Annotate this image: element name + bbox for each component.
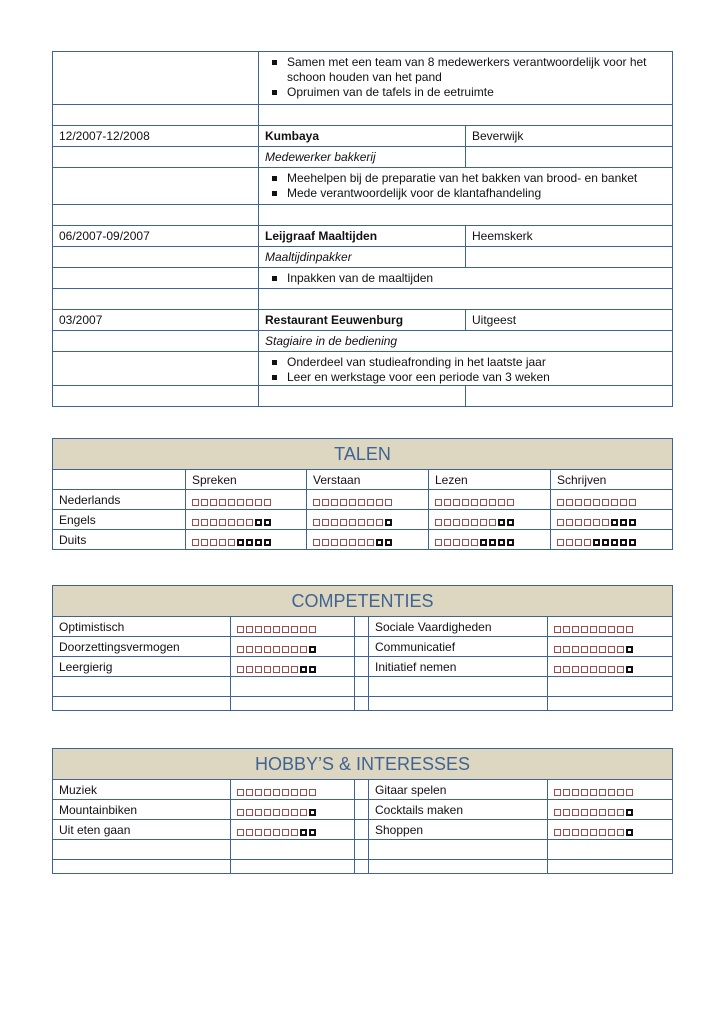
filled-square-icon [471,499,478,506]
competence-name: Initiatief nemen [369,657,548,677]
filled-square-icon [563,809,570,816]
period-cell [53,52,259,105]
filled-square-icon [453,519,460,526]
competence-name: Leergierig [53,657,231,677]
hobby-name: Shoppen [369,820,548,840]
filled-square-icon [572,829,579,836]
column-header: Schrijven [551,470,673,490]
filled-square-icon [246,666,253,673]
filled-square-icon [608,809,615,816]
empty-square-icon [620,519,627,526]
filled-square-icon [291,666,298,673]
hobby-row [53,820,673,840]
competence-name: Communicatief [369,637,548,657]
hobby-name: Uit eten gaan [53,820,231,840]
filled-square-icon [581,666,588,673]
filled-square-icon [237,829,244,836]
filled-square-icon [435,539,442,546]
filled-square-icon [201,539,208,546]
filled-square-icon [563,789,570,796]
hobby-name: Cocktails maken [369,800,548,820]
filled-square-icon [581,646,588,653]
duties-cell [259,52,673,105]
filled-square-icon [340,539,347,546]
filled-square-icon [480,499,487,506]
filled-square-icon [480,519,487,526]
filled-square-icon [581,829,588,836]
filled-square-icon [282,789,289,796]
work-experience-table [52,51,673,407]
filled-square-icon [246,789,253,796]
filled-square-icon [273,789,280,796]
hobby-name: Muziek [53,780,231,800]
filled-square-icon [608,646,615,653]
filled-square-icon [349,539,356,546]
filled-square-icon [593,519,600,526]
filled-square-icon [246,626,253,633]
empty-square-icon [629,519,636,526]
filled-square-icon [237,626,244,633]
duties-list [265,55,666,100]
empty-square-icon [255,519,262,526]
filled-square-icon [629,499,636,506]
empty-square-icon [309,666,316,673]
filled-square-icon [291,626,298,633]
filled-square-icon [349,499,356,506]
filled-square-icon [566,499,573,506]
empty-square-icon [611,519,618,526]
hobby-name: Mountainbiken [53,800,231,820]
filled-square-icon [331,519,338,526]
job-city: Heemskerk [466,226,673,247]
filled-square-icon [444,539,451,546]
filled-square-icon [444,519,451,526]
filled-square-icon [219,499,226,506]
languages-table [52,438,673,550]
filled-square-icon [471,519,478,526]
filled-square-icon [608,829,615,836]
language-name: Nederlands [53,490,186,510]
filled-square-icon [557,499,564,506]
language-row [53,490,673,510]
filled-square-icon [367,499,374,506]
empty-square-icon [593,539,600,546]
empty-square-icon [480,539,487,546]
filled-square-icon [507,499,514,506]
filled-square-icon [620,499,627,506]
filled-square-icon [563,646,570,653]
filled-square-icon [358,499,365,506]
filled-square-icon [291,809,298,816]
filled-square-icon [313,499,320,506]
empty-square-icon [264,539,271,546]
empty-square-icon [507,539,514,546]
filled-square-icon [572,789,579,796]
filled-square-icon [282,626,289,633]
empty-square-icon [237,539,244,546]
language-row [53,530,673,550]
filled-square-icon [237,789,244,796]
filled-square-icon [498,499,505,506]
filled-square-icon [273,626,280,633]
filled-square-icon [554,789,561,796]
filled-square-icon [300,646,307,653]
filled-square-icon [617,666,624,673]
filled-square-icon [626,789,633,796]
empty-square-icon [626,666,633,673]
competences-title: COMPETENTIES [53,586,673,617]
filled-square-icon [554,809,561,816]
filled-square-icon [563,666,570,673]
filled-square-icon [590,789,597,796]
competence-name: Optimistisch [53,617,231,637]
filled-square-icon [563,829,570,836]
filled-square-icon [581,809,588,816]
filled-square-icon [246,499,253,506]
duty-item: Leer en werkstage voor een periode van 3 weken [265,370,666,385]
filled-square-icon [264,646,271,653]
filled-square-icon [608,666,615,673]
job-period: 06/2007-09/2007 [53,226,259,247]
filled-square-icon [237,519,244,526]
hobby-row [53,780,673,800]
job-company: Restaurant Eeuwenburg [259,310,466,331]
filled-square-icon [611,499,618,506]
filled-square-icon [599,789,606,796]
filled-square-icon [300,789,307,796]
filled-square-icon [572,666,579,673]
filled-square-icon [590,666,597,673]
competence-name: Doorzettingsvermogen [53,637,231,657]
duty-item: Opruimen van de tafels in de eetruimte [265,85,666,100]
filled-square-icon [563,626,570,633]
filled-square-icon [590,646,597,653]
filled-square-icon [313,519,320,526]
filled-square-icon [584,499,591,506]
filled-square-icon [489,499,496,506]
filled-square-icon [557,539,564,546]
column-header: Spreken [186,470,307,490]
filled-square-icon [554,829,561,836]
filled-square-icon [273,829,280,836]
filled-square-icon [219,519,226,526]
job-role: Maaltijdinpakker [259,247,466,268]
filled-square-icon [273,646,280,653]
filled-square-icon [255,626,262,633]
filled-square-icon [264,809,271,816]
filled-square-icon [322,519,329,526]
filled-square-icon [453,539,460,546]
empty-square-icon [629,539,636,546]
filled-square-icon [291,829,298,836]
filled-square-icon [617,829,624,836]
filled-square-icon [572,626,579,633]
filled-square-icon [444,499,451,506]
filled-square-icon [201,519,208,526]
competence-name: Sociale Vaardigheden [369,617,548,637]
filled-square-icon [590,809,597,816]
job-company: Kumbaya [259,126,466,147]
languages-title: TALEN [53,439,673,470]
filled-square-icon [462,539,469,546]
filled-square-icon [602,519,609,526]
filled-square-icon [590,829,597,836]
filled-square-icon [554,666,561,673]
job-period: 12/2007-12/2008 [53,126,259,147]
filled-square-icon [349,519,356,526]
filled-square-icon [581,626,588,633]
competence-row [53,637,673,657]
filled-square-icon [572,809,579,816]
filled-square-icon [300,809,307,816]
filled-square-icon [264,789,271,796]
empty-square-icon [626,646,633,653]
filled-square-icon [584,539,591,546]
filled-square-icon [385,499,392,506]
job-role: Medewerker bakkerij [259,147,466,168]
filled-square-icon [228,539,235,546]
empty-square-icon [498,519,505,526]
filled-square-icon [255,646,262,653]
job-city: Beverwijk [466,126,673,147]
competence-row [53,617,673,637]
empty-square-icon [626,829,633,836]
filled-square-icon [602,499,609,506]
column-header: Lezen [429,470,551,490]
empty-square-icon [376,539,383,546]
filled-square-icon [617,789,624,796]
job-period: 03/2007 [53,310,259,331]
filled-square-icon [282,829,289,836]
job-city: Uitgeest [466,310,673,331]
job-company: Leijgraaf Maaltijden [259,226,466,247]
competence-row [53,657,673,677]
filled-square-icon [264,829,271,836]
filled-square-icon [322,539,329,546]
empty-square-icon [264,519,271,526]
filled-square-icon [273,809,280,816]
language-row [53,510,673,530]
empty-square-icon [300,829,307,836]
filled-square-icon [201,499,208,506]
filled-square-icon [309,626,316,633]
filled-square-icon [255,789,262,796]
filled-square-icon [237,646,244,653]
filled-square-icon [575,499,582,506]
duty-item: Meehelpen bij de preparatie van het bakken van brood- en banket [265,171,666,186]
filled-square-icon [282,809,289,816]
filled-square-icon [376,499,383,506]
filled-square-icon [554,646,561,653]
filled-square-icon [273,666,280,673]
filled-square-icon [228,519,235,526]
filled-square-icon [282,666,289,673]
filled-square-icon [435,519,442,526]
filled-square-icon [309,789,316,796]
language-name: Duits [53,530,186,550]
filled-square-icon [599,666,606,673]
empty-square-icon [602,539,609,546]
filled-square-icon [599,809,606,816]
filled-square-icon [264,499,271,506]
filled-square-icon [237,666,244,673]
empty-square-icon [489,539,496,546]
filled-square-icon [590,626,597,633]
duties-list [265,355,666,385]
filled-square-icon [557,519,564,526]
hobby-name: Gitaar spelen [369,780,548,800]
filled-square-icon [313,539,320,546]
filled-square-icon [489,519,496,526]
filled-square-icon [626,626,633,633]
empty-square-icon [255,539,262,546]
hobbies-title: HOBBY’S & INTERESSES [53,749,673,780]
empty-square-icon [498,539,505,546]
filled-square-icon [575,539,582,546]
filled-square-icon [210,519,217,526]
filled-square-icon [219,539,226,546]
filled-square-icon [340,519,347,526]
duties-list [265,271,666,286]
empty-square-icon [620,539,627,546]
duty-item: Onderdeel van studieafronding in het laatste jaar [265,355,666,370]
filled-square-icon [572,646,579,653]
filled-square-icon [237,499,244,506]
filled-square-icon [599,829,606,836]
filled-square-icon [210,499,217,506]
filled-square-icon [264,666,271,673]
empty-square-icon [507,519,514,526]
filled-square-icon [246,519,253,526]
filled-square-icon [599,646,606,653]
filled-square-icon [471,539,478,546]
hobbies-table [52,748,673,874]
filled-square-icon [462,499,469,506]
filled-square-icon [617,646,624,653]
filled-square-icon [608,626,615,633]
column-header: Verstaan [307,470,429,490]
filled-square-icon [358,539,365,546]
filled-square-icon [192,539,199,546]
empty-square-icon [309,646,316,653]
empty-square-icon [309,829,316,836]
filled-square-icon [358,519,365,526]
filled-square-icon [599,626,606,633]
filled-square-icon [566,539,573,546]
empty-square-icon [309,809,316,816]
filled-square-icon [192,499,199,506]
filled-square-icon [367,519,374,526]
filled-square-icon [246,829,253,836]
filled-square-icon [617,626,624,633]
filled-square-icon [581,789,588,796]
duty-item: Mede verantwoordelijk voor de klantafhandeling [265,186,666,201]
filled-square-icon [237,809,244,816]
filled-square-icon [291,646,298,653]
filled-square-icon [608,789,615,796]
filled-square-icon [462,519,469,526]
filled-square-icon [566,519,573,526]
filled-square-icon [367,539,374,546]
filled-square-icon [228,499,235,506]
filled-square-icon [246,809,253,816]
filled-square-icon [340,499,347,506]
filled-square-icon [264,626,271,633]
empty-square-icon [611,539,618,546]
filled-square-icon [291,789,298,796]
duties-list [265,171,666,201]
filled-square-icon [554,626,561,633]
filled-square-icon [300,626,307,633]
filled-square-icon [584,519,591,526]
filled-square-icon [210,539,217,546]
filled-square-icon [255,809,262,816]
job-role: Stagiaire in de bediening [259,331,673,352]
filled-square-icon [617,809,624,816]
filled-square-icon [593,499,600,506]
filled-square-icon [331,499,338,506]
empty-square-icon [385,539,392,546]
filled-square-icon [331,539,338,546]
empty-square-icon [385,519,392,526]
hobby-row [53,800,673,820]
filled-square-icon [376,519,383,526]
filled-square-icon [282,646,289,653]
filled-square-icon [255,829,262,836]
filled-square-icon [246,646,253,653]
language-name: Engels [53,510,186,530]
empty-square-icon [300,666,307,673]
duty-item: Inpakken van de maaltijden [265,271,666,286]
filled-square-icon [435,499,442,506]
duty-item: Samen met een team van 8 medewerkers verantwoordelijk voor het schoon houden van het pand [265,55,666,85]
filled-square-icon [453,499,460,506]
competences-table [52,585,673,711]
empty-square-icon [626,809,633,816]
filled-square-icon [192,519,199,526]
filled-square-icon [575,519,582,526]
filled-square-icon [255,499,262,506]
filled-square-icon [322,499,329,506]
empty-square-icon [246,539,253,546]
filled-square-icon [255,666,262,673]
